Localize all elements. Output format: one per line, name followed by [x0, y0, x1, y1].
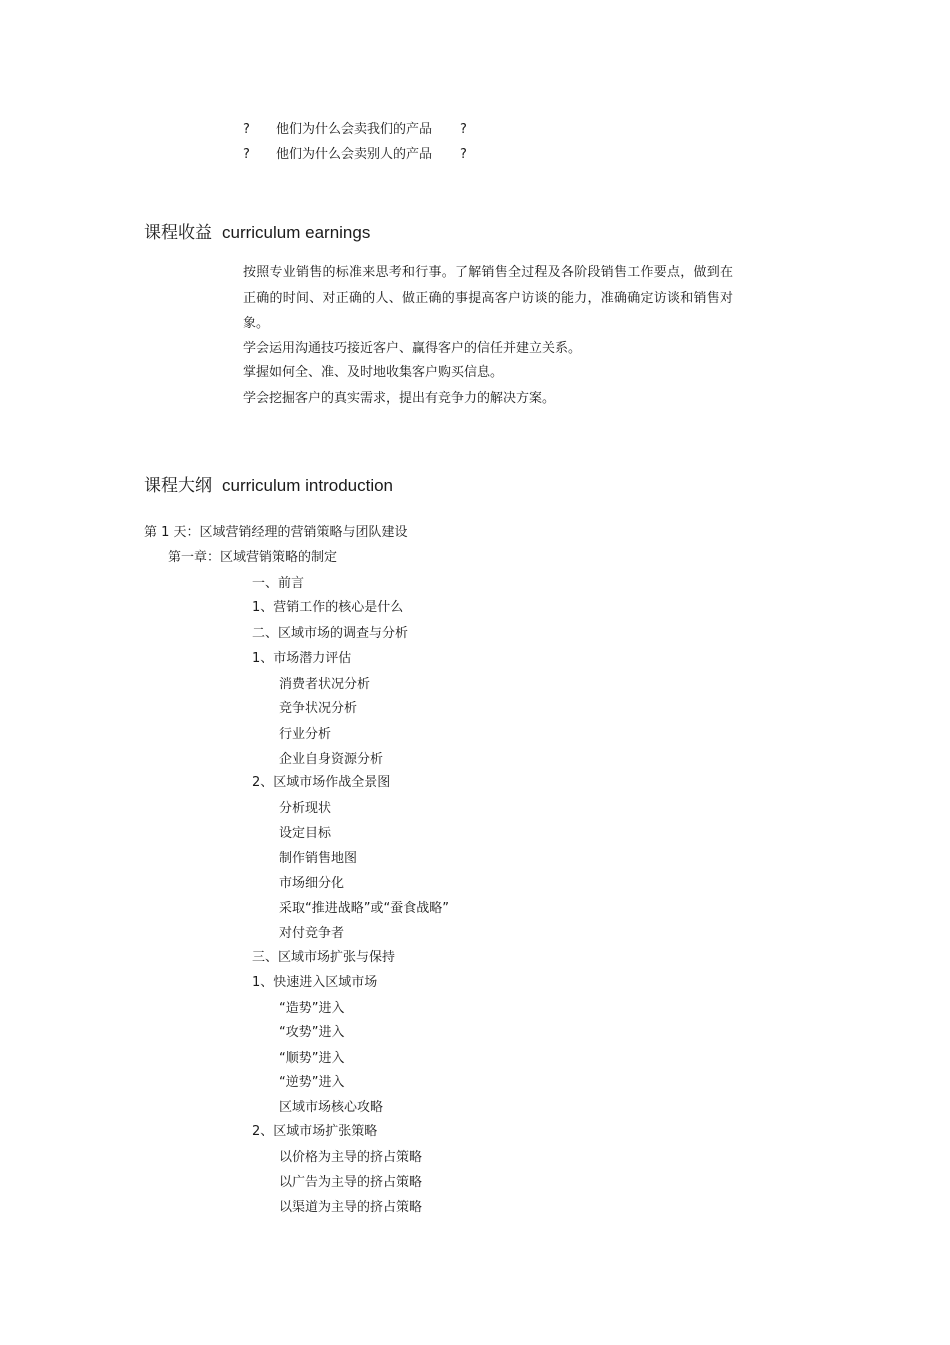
outline-item: 企业自身资源分析: [279, 752, 384, 767]
outline-item: 分析现状: [279, 801, 332, 816]
outline-item: 以渠道为主导的挤占策略: [279, 1200, 423, 1215]
outline-item: 行业分析: [279, 727, 332, 742]
outline-item: “攻势”进入: [279, 1025, 345, 1040]
outline-item: 2、区域市场扩张策略: [252, 1124, 378, 1139]
question-mark: ?: [243, 122, 250, 137]
outline-item: 第 1 天：区域营销经理的营销策略与团队建设: [144, 525, 408, 540]
outline-item: 竞争状况分析: [279, 701, 358, 716]
earnings-title-en: curriculum earnings: [222, 223, 371, 242]
outline-item: 一、前言: [252, 576, 305, 591]
outline-item: “顺势”进入: [279, 1051, 345, 1066]
outline-item: 以广告为主导的挤占策略: [279, 1175, 423, 1190]
outline-item: 第一章：区域营销策略的制定: [168, 550, 338, 565]
outline-item: 设定目标: [279, 826, 332, 841]
outline-item: 1、营销工作的核心是什么: [252, 600, 404, 615]
question-text: 他们为什么会卖别人的产品: [276, 147, 433, 162]
earnings-point: 掌握如何全、准、及时地收集客户购买信息。: [243, 365, 504, 380]
outline-item: 以价格为主导的挤占策略: [279, 1150, 423, 1165]
question-mark: ?: [460, 122, 467, 137]
question-mark: ?: [243, 147, 250, 162]
question-row: [243, 147, 467, 163]
outline-item: 二、区域市场的调查与分析: [252, 626, 409, 641]
outline-title-en: curriculum introduction: [222, 476, 394, 495]
outline-item: 对付竞争者: [279, 926, 345, 941]
question-text: 他们为什么会卖我们的产品: [276, 122, 433, 137]
outline-heading: [144, 475, 393, 497]
outline-item: 消费者状况分析: [279, 677, 371, 692]
outline-item: 1、快速进入区域市场: [252, 975, 378, 990]
outline-item: 2、区域市场作战全景图: [252, 775, 391, 790]
outline-item: 制作销售地图: [279, 851, 358, 866]
question-mark: ?: [460, 147, 467, 162]
question-row: [243, 122, 467, 138]
outline-title-cn: 课程大纲: [144, 476, 212, 496]
outline-item: 三、区域市场扩张与保持: [252, 950, 396, 965]
outline-item: 1、市场潜力评估: [252, 651, 352, 666]
outline-item: “逆势”进入: [279, 1075, 345, 1090]
earnings-heading: [144, 222, 370, 244]
outline-item: 区域市场核心攻略: [279, 1100, 384, 1115]
outline-item: 采取“推进战略”或“蚕食战略”: [279, 901, 449, 916]
earnings-paragraph: 按照专业销售的标准来思考和行事。了解销售全过程及各阶段销售工作要点，做到在正确的时间、对正确的人、做正确的事提高客户访谈的能力，准确确定访谈和销售对象。: [243, 265, 733, 331]
earnings-title-cn: 课程收益: [144, 223, 212, 243]
earnings-point: 学会挖掘客户的真实需求，提出有竞争力的解决方案。: [243, 391, 556, 406]
outline-item: 市场细分化: [279, 876, 345, 891]
earnings-point: 学会运用沟通技巧接近客户、赢得客户的信任并建立关系。: [243, 341, 582, 356]
outline-item: “造势”进入: [279, 1001, 345, 1016]
